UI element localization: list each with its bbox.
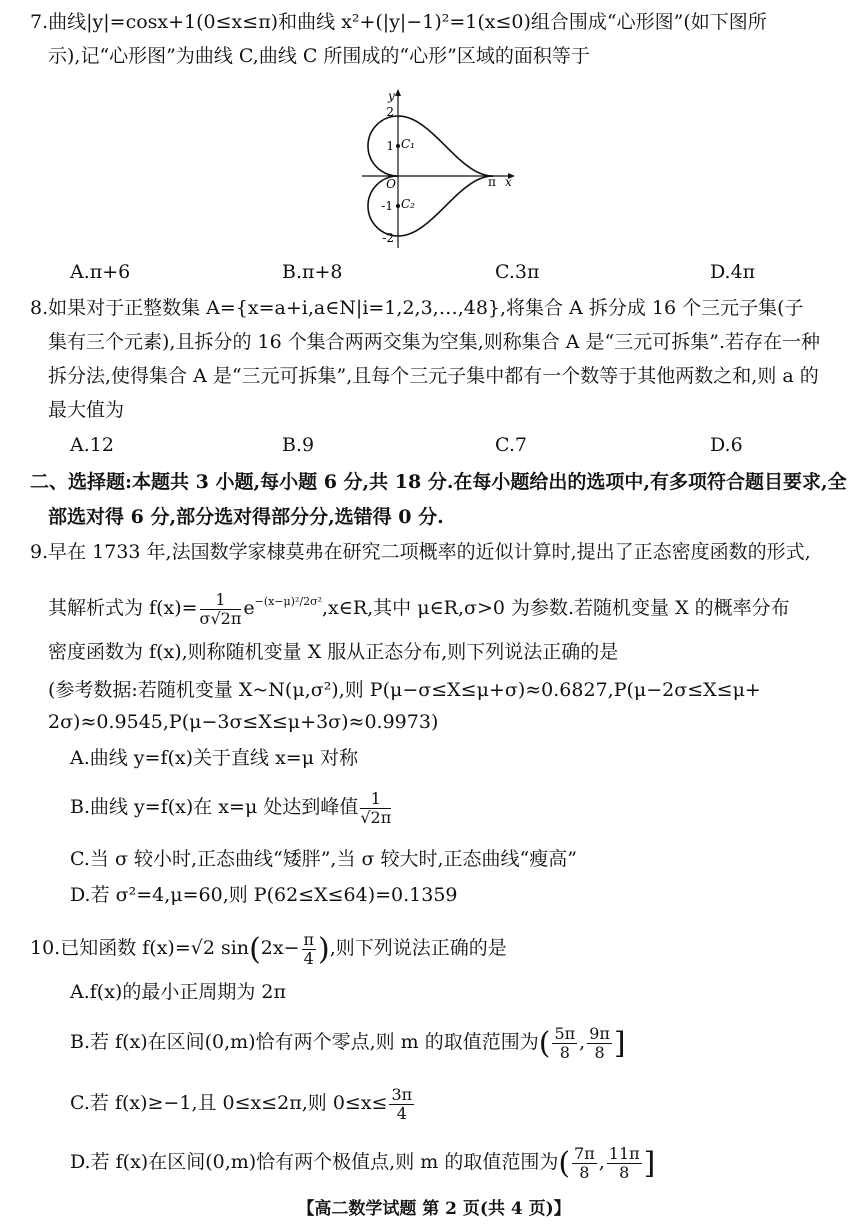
- section2-line1: 二、选择题:本题共 3 小题,每小题 6 分,共 18 分.在每小题给出的选项中,有多项符合题目要求,全: [30, 471, 847, 493]
- q10-option-d: D.若 f(x)在区间(0,m)恰有两个极值点,则 m 的取值范围为( $\frac{7\pi}{8}$ , $\frac{11\pi}{8}$ ]: [70, 1143, 656, 1182]
- q7-option-b: B.π+8: [282, 261, 343, 283]
- q9-formula-pre: 其解析式为 f(x)=: [48, 597, 198, 619]
- q9-option-d: D.若 σ²=4,μ=60,则 P(62≤X≤64)=0.1359: [70, 884, 458, 906]
- c2-label: C₂: [401, 197, 415, 211]
- q10-option-a: A.f(x)的最小正周期为 2π: [70, 981, 286, 1003]
- c1-label: C₁: [401, 137, 415, 151]
- q9-line1: 9.早在 1733 年,法国数学家棣莫弗在研究二项概率的近似计算时,提出了正态密度函数的形式,: [30, 541, 811, 563]
- q8-option-a: A.12: [70, 434, 114, 456]
- q7-option-a: A.π+6: [70, 261, 131, 283]
- q9-option-c: C.当 σ 较小时,正态曲线“矮胖”,当 σ 较大时,正态曲线“瘦高”: [70, 848, 577, 870]
- q8-line4: 最大值为: [48, 399, 125, 421]
- q8-option-c: C.7: [495, 434, 527, 456]
- q9-line4: (参考数据:若随机变量 X~N(μ,σ²),则 P(μ−σ≤X≤μ+σ)≈0.6827,P(μ−2σ≤X≤μ+: [48, 679, 761, 701]
- q9-formula-line: [48, 582, 790, 628]
- q9-line3: 密度函数为 f(x),则称随机变量 X 服从正态分布,则下列说法正确的是: [48, 641, 619, 663]
- heart-figure: [360, 86, 520, 250]
- section2-line2: 部选对得 6 分,部分选对得部分分,选错得 0 分.: [48, 506, 444, 528]
- q7-option-d: D.4π: [710, 261, 756, 283]
- q9-option-b-fraction: $\frac{1}{√2\pi}$: [360, 788, 392, 827]
- q8-option-d: D.6: [710, 434, 743, 456]
- q10-pi-over-4: $\frac{\pi}{4}$: [303, 929, 315, 968]
- q9-exponent: −(x−μ)²/2σ²: [254, 595, 323, 608]
- q8-line2: 集有三个元素),且拆分的 16 个集合两两交集为空集,则称集合 A 是“三元可拆集”.若存在一种: [48, 331, 821, 353]
- q7-line1: 7.曲线|y|=cosx+1(0≤x≤π)和曲线 x²+(|y|−1)²=1(x≤0)组合围成“心形图”(如下图所: [30, 11, 767, 33]
- y-axis-label: y: [388, 89, 395, 103]
- q9-density-fraction: $\frac{1}{\sigma√2\pi}$: [199, 589, 242, 628]
- q7-option-c: C.3π: [495, 261, 540, 283]
- tick-minus-1: -1: [381, 199, 393, 213]
- q9-formula-post: ,x∈R,其中 μ∈R,σ>0 为参数.若随机变量 X 的概率分布: [322, 597, 790, 619]
- page-footer: 【高二数学试题 第 2 页(共 4 页)】: [297, 1199, 571, 1219]
- q8-option-b: B.9: [282, 434, 315, 456]
- q10-stem: 10.已知函数 f(x)=√2 sin(2x− $\frac{\pi}{4}$ ),则下列说法正确的是: [30, 929, 507, 968]
- tick-2: 2: [386, 105, 394, 119]
- q10-option-b: B.若 f(x)在区间(0,m)恰有两个零点,则 m 的取值范围为( $\frac{5\pi}{8}$ , $\frac{9\pi}{8}$ ]: [70, 1023, 626, 1062]
- tick-1: 1: [386, 139, 394, 153]
- q8-line1: 8.如果对于正整数集 A={x=a+i,a∈N|i=1,2,3,…,48},将集合 A 拆分成 16 个三元子集(子: [30, 297, 804, 319]
- origin-label: O: [386, 177, 396, 191]
- x-axis-label: x: [505, 175, 512, 189]
- tick-minus-2: -2: [382, 231, 394, 245]
- q9-option-b: B.曲线 y=f(x)在 x=μ 处达到峰值 $\frac{1}{√2\pi}$: [70, 788, 392, 827]
- q9-exp-e: e: [243, 597, 255, 619]
- q8-line3: 拆分法,使得集合 A 是“三元可拆集”,且每个三元子集中都有一个数等于其他两数之和,则 a 的: [48, 365, 819, 387]
- q7-line2: 示),记“心形图”为曲线 C,曲线 C 所围成的“心形”区域的面积等于: [48, 45, 590, 67]
- q9-line5: 2σ)≈0.9545,P(μ−3σ≤X≤μ+3σ)≈0.9973): [48, 711, 439, 733]
- q10-option-c: C.若 f(x)≥−1,且 0≤x≤2π,则 0≤x≤ $\frac{3\pi}{4}$: [70, 1084, 413, 1123]
- q9-option-a: A.曲线 y=f(x)关于直线 x=μ 对称: [70, 747, 359, 769]
- pi-tick: π: [488, 175, 496, 189]
